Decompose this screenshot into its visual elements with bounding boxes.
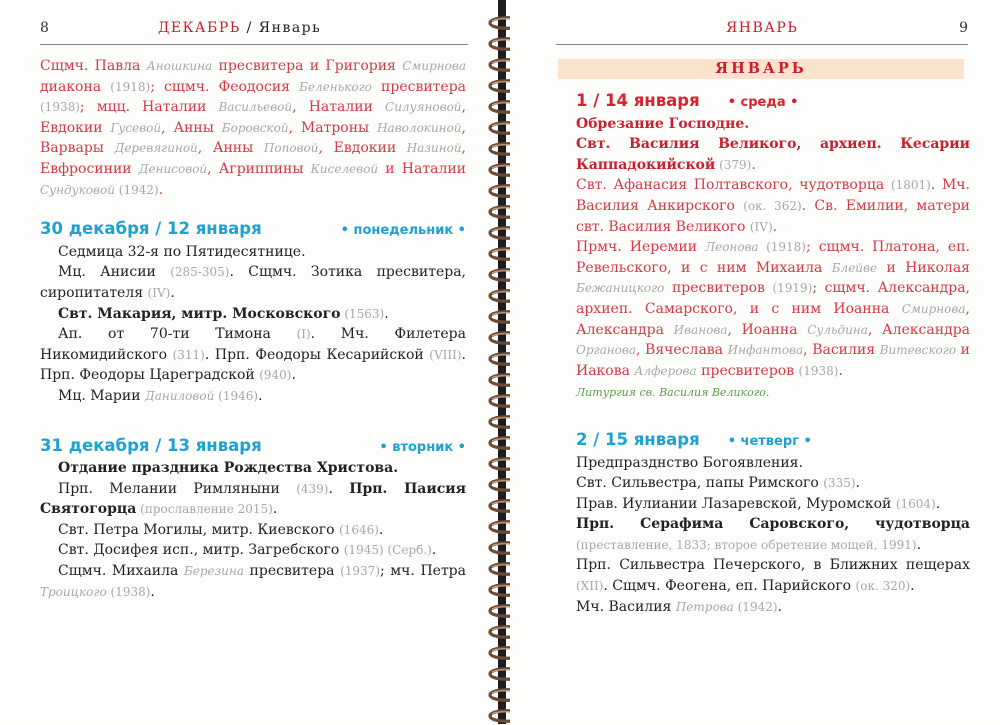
text-run: . Мч. Филетера Никомидийского xyxy=(40,326,466,363)
text-run: Березина xyxy=(183,564,244,579)
text-run: , Наталии xyxy=(292,99,386,116)
right-content xyxy=(576,56,970,617)
text-run: (1938) xyxy=(798,363,839,378)
text-run: пресвитера и Григория xyxy=(212,58,403,74)
text-run: Поповой xyxy=(263,141,319,156)
text-run: Боровской xyxy=(221,120,289,135)
text-run: Прп. Мелании Римляныни xyxy=(58,480,297,497)
text-run: Сщмч. Павла xyxy=(40,58,147,74)
text-run: (1918) xyxy=(110,79,151,94)
day-heading xyxy=(40,219,466,242)
text-run: . xyxy=(935,495,941,512)
text-run: . xyxy=(916,536,922,553)
text-run: Алферова xyxy=(634,363,697,378)
text-run: . Сщмч. Зотика пресвитера, сиропитателя xyxy=(40,264,466,301)
day-weekday: • четверг • xyxy=(727,433,812,449)
text-run: (1918) xyxy=(758,240,806,255)
text-run: Прав. Иулиании Лазаревской, Муромской xyxy=(576,495,896,512)
text-run: (1942) xyxy=(733,599,778,614)
day-heading xyxy=(40,436,466,459)
day-heading xyxy=(576,91,970,114)
text-run: пресвитера xyxy=(371,78,466,95)
text-run: . xyxy=(328,480,350,497)
text-run: (1919) xyxy=(772,281,813,296)
commemoration xyxy=(576,453,970,474)
text-run: Сульдина xyxy=(807,322,868,337)
text-run: Смирнова xyxy=(901,301,966,316)
text-run: , Александра xyxy=(576,300,970,338)
text-run: Киселевой xyxy=(310,161,379,176)
text-run: , Иоанна xyxy=(727,321,808,338)
text-run: Аношкина xyxy=(146,59,213,73)
text-run: Деревягиной xyxy=(114,141,198,156)
text-run: Обрезание Господне. xyxy=(576,115,750,132)
text-run: . xyxy=(378,521,384,538)
commemoration xyxy=(576,175,970,237)
commemoration xyxy=(576,597,970,618)
text-run: (285-305) xyxy=(170,265,230,280)
text-run: ; сщмч. Александра, архиеп. Самарского, и с ним Иоанна xyxy=(576,280,970,317)
commemoration xyxy=(576,237,970,381)
text-run: . xyxy=(777,598,782,615)
text-run: и Николая xyxy=(877,259,970,276)
text-run: . xyxy=(170,284,175,301)
day-date: 1 / 14 января xyxy=(576,91,700,110)
text-run: Иванова xyxy=(673,322,728,337)
commemoration xyxy=(40,262,466,303)
page-number-left: 8 xyxy=(40,20,49,36)
text-run: (прославление 2015) xyxy=(136,502,273,517)
text-run: (1946) xyxy=(214,388,259,403)
text-run: (1945) (Серб.) xyxy=(343,543,432,558)
text-run: Денисовой xyxy=(138,161,208,176)
text-run: , Анны xyxy=(197,140,264,157)
text-run: Свт. Василия Великого, архиеп. Кесарии Каппадокийской xyxy=(576,136,970,173)
text-run: (XII) xyxy=(576,579,604,594)
text-run: . xyxy=(855,475,860,492)
text-run: (1938) xyxy=(106,584,151,599)
text-run: . xyxy=(384,305,389,322)
text-run: Даниловой xyxy=(145,388,215,403)
text-run: (940) xyxy=(259,368,292,383)
text-run: Мц. Анисии xyxy=(58,264,171,281)
text-run: Троицкого xyxy=(40,584,107,599)
day-date: 2 / 15 января xyxy=(576,429,700,449)
commemoration xyxy=(40,304,466,325)
text-run: . Прп. Феодоры Цареградской xyxy=(40,346,466,384)
text-run: Наволокиной xyxy=(377,120,462,135)
text-run: Прп. Паисия Святогорца xyxy=(40,480,466,518)
text-run: , Евдокии xyxy=(40,99,466,136)
text-run: (IV) xyxy=(147,285,171,300)
text-run: (ок. 362) xyxy=(743,198,802,213)
commemoration xyxy=(576,494,970,515)
commemoration xyxy=(576,555,970,596)
commemoration xyxy=(40,386,466,407)
text-run: Смирнова xyxy=(402,59,467,73)
commemoration xyxy=(40,520,466,541)
text-run: (1801) xyxy=(890,178,931,193)
text-run: пресвитеров xyxy=(696,362,799,379)
commemoration xyxy=(40,458,466,479)
header-rule xyxy=(556,44,968,45)
commemoration xyxy=(40,479,466,520)
text-run: . Мч. Василия Анкирского xyxy=(576,177,971,214)
commemoration xyxy=(40,561,466,602)
running-title-month: ДЕКАБРЬ xyxy=(158,20,241,36)
text-run: Леонова xyxy=(705,240,759,255)
text-run: , Александра xyxy=(867,321,970,338)
text-run: (ок. 320) xyxy=(855,579,911,594)
commemoration xyxy=(40,324,466,386)
text-run: . xyxy=(751,156,756,173)
header-rule xyxy=(40,44,468,45)
text-run: Прп. Серафима Саровского, чудотворца xyxy=(576,516,970,533)
text-run: . xyxy=(838,362,843,379)
text-run: . xyxy=(772,218,778,235)
text-run: . xyxy=(431,542,437,559)
text-run: Васильевой xyxy=(218,100,293,115)
text-run: Витевского xyxy=(879,343,957,358)
text-run: (IV) xyxy=(749,219,773,234)
text-run: Отдание праздника Рождества Христова. xyxy=(58,460,399,477)
commemoration xyxy=(576,473,970,494)
text-run: Свт. Досифея исп., митр. Загребского xyxy=(58,542,344,559)
text-run: , Василия xyxy=(803,342,880,359)
text-run: Сундуковой xyxy=(40,182,115,197)
text-run: Бежаницкого xyxy=(576,281,665,296)
running-head-right xyxy=(510,20,1000,40)
text-run: . Прп. Феодоры Кесарийской xyxy=(204,346,430,363)
text-run: . xyxy=(272,501,278,518)
text-run: (311) xyxy=(172,347,205,362)
left-content xyxy=(40,56,466,602)
text-run: (преставление, 1833; второе обретение мощей, 1991) xyxy=(576,537,917,552)
text-run: ; мцц. Наталии xyxy=(79,99,219,116)
text-run: Инфантова xyxy=(727,343,804,358)
text-run: Беленького xyxy=(299,79,372,94)
text-run: Прмч. Иеремии xyxy=(576,239,706,256)
text-run: . xyxy=(291,367,296,384)
text-run: . xyxy=(150,583,155,600)
text-run: Ап. от 70-ти Тимона xyxy=(58,326,297,343)
text-run: . Сщмч. Феогена, еп. Парийского xyxy=(603,578,856,595)
text-run: Петрова xyxy=(675,599,734,614)
commemoration xyxy=(576,514,970,555)
text-run: и Наталии xyxy=(378,160,466,177)
text-run: Блейве xyxy=(831,260,878,275)
commemoration xyxy=(40,540,466,561)
text-run: ; сщмч. Феодосия xyxy=(150,78,300,95)
text-run: Прп. Сильвестра Печерского, в Ближних пещерах xyxy=(576,557,970,574)
text-run: (1937) xyxy=(340,564,380,579)
text-run: , Евфросинии xyxy=(40,140,466,177)
text-run: ; мч. Петра xyxy=(380,563,466,580)
running-title-next: / Январь xyxy=(240,20,322,36)
text-run: , Анны xyxy=(161,119,222,136)
text-run: Мч. Василия xyxy=(576,598,676,615)
day-weekday: • среда • xyxy=(727,95,799,110)
month-band: ЯНВАРЬ xyxy=(558,59,964,79)
text-run: , Агриппины xyxy=(207,160,311,177)
running-title-left xyxy=(158,20,321,36)
text-run: Свт. Петра Могилы, митр. Киевского xyxy=(58,521,339,538)
text-run: (1938) xyxy=(40,100,80,115)
day-weekday: • вторник • xyxy=(379,439,466,455)
text-run: (335) xyxy=(823,476,856,491)
text-run: Мц. Марии xyxy=(58,387,145,404)
text-run: , Варвары xyxy=(40,119,466,157)
commemoration xyxy=(576,114,970,135)
text-run: Органова xyxy=(576,343,637,358)
text-run: (1604) xyxy=(895,496,936,511)
day-date: 31 декабря / 13 января xyxy=(40,435,262,455)
liturgy-note: Литургия св. Василия Великого. xyxy=(576,386,770,400)
running-title-right: ЯНВАРЬ xyxy=(726,20,799,36)
text-run: , Матроны xyxy=(288,119,378,136)
text-run: (1942) xyxy=(114,182,159,197)
text-run: . xyxy=(910,578,915,595)
text-run: Свт. Сильвестра, папы Римского xyxy=(576,475,824,492)
page-number-right: 9 xyxy=(959,20,968,36)
text-run: , Вячеслава xyxy=(636,342,728,359)
text-run: (I) xyxy=(296,327,311,342)
text-run: ; сщмч. Платона, еп. Ревельского, и с ним Михаила xyxy=(576,239,971,276)
text-run: (1563) xyxy=(340,306,385,321)
commemoration xyxy=(576,134,970,175)
text-run: , Евдокии xyxy=(318,140,407,157)
right-page xyxy=(510,0,1000,724)
continued-entry xyxy=(40,56,466,200)
text-run: Седмица 32-я по Пятидесятнице. xyxy=(58,243,306,260)
text-run: Свт. Макария, митр. Московского xyxy=(58,305,341,322)
text-run: пресвитера xyxy=(243,563,341,580)
text-run: диакона xyxy=(40,78,111,95)
text-run: пресвитеров xyxy=(664,280,773,297)
running-head-left xyxy=(0,20,490,40)
text-run: и Иакова xyxy=(576,342,970,379)
text-run: Сщмч. Михаила xyxy=(58,563,184,580)
text-run: (VIII) xyxy=(429,347,462,362)
text-run: Силуяновой xyxy=(385,100,462,115)
commemoration xyxy=(40,242,466,263)
text-run: . Св. Емилии, матери свт. Василия Великого xyxy=(576,197,970,235)
text-run: Свт. Афанасия Полтавского, чудотворца xyxy=(576,177,891,194)
text-run: . xyxy=(258,387,263,404)
text-run: (1646) xyxy=(339,522,379,537)
text-run: . xyxy=(158,181,164,198)
day-heading xyxy=(576,430,970,453)
day-weekday: • понедельник • xyxy=(340,223,466,239)
text-run: (379) xyxy=(715,157,752,172)
text-run: (439) xyxy=(296,481,329,496)
text-run: Назиной xyxy=(406,141,462,156)
day-date: 30 декабря / 12 января xyxy=(40,219,262,239)
left-page xyxy=(0,0,490,724)
text-run: Предпразднство Богоявления. xyxy=(576,454,803,471)
text-run: Гусевой xyxy=(110,120,162,135)
